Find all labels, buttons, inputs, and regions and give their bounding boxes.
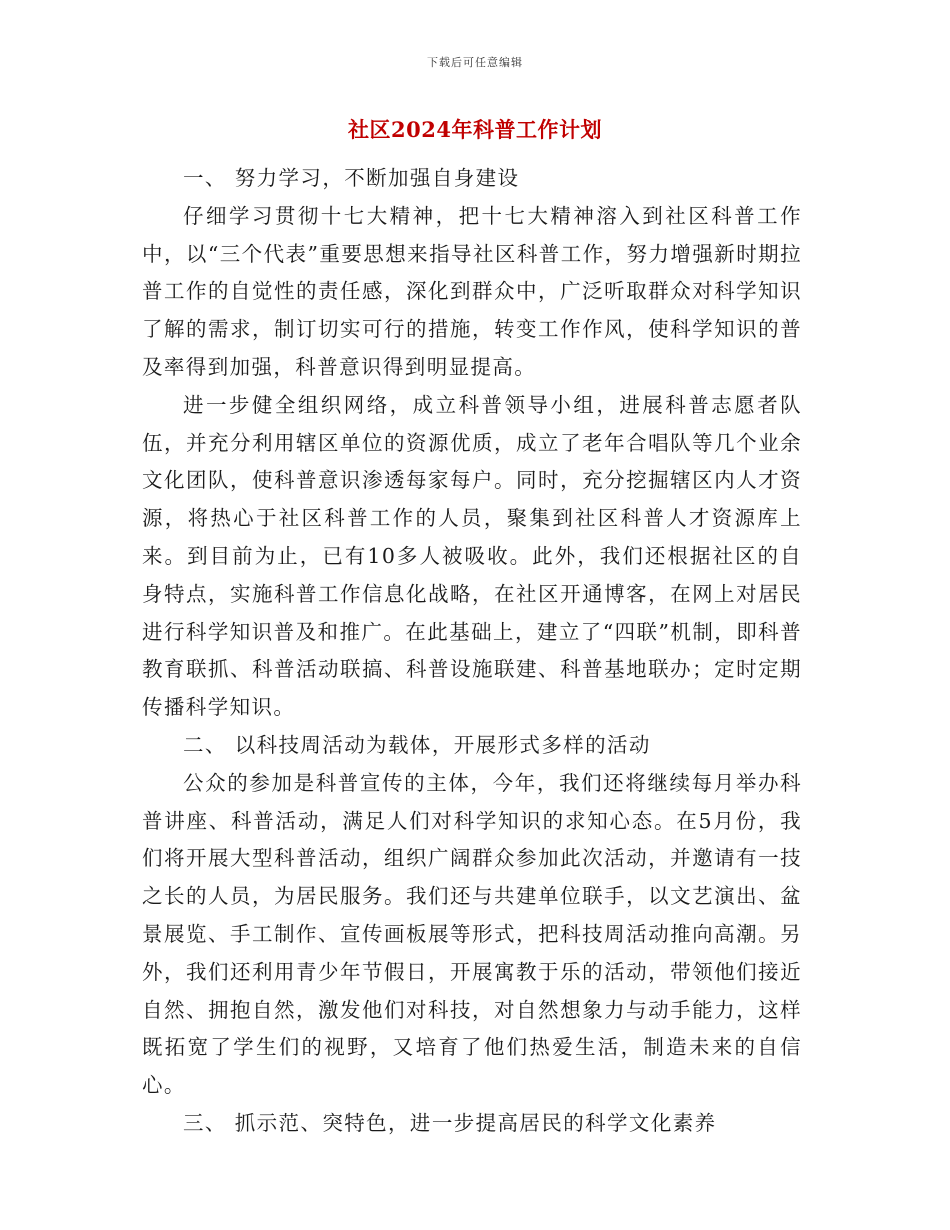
section-heading-1: 一、 努力学习，不断加强自身建设 bbox=[183, 166, 520, 190]
document-body bbox=[142, 160, 802, 1143]
paragraph-3: 公众的参加是科普宣传的主体，今年，我们还将继续每月举办科普讲座、科普活动，满足人们对科学知识的求知心态。在5月份，我们将开展大型科普活动，组织广阔群众参加此次活动，并邀请有一技之长的人员，为居民服务。我们还与共建单位联手，以文艺演出、盆景展览、手工制作、宣传画板展等形式，把科技周活动推向高潮。另外，我们还利用青少年节假日，开展寓教于乐的活动，带领他们接近自然、拥抱自然，激发他们对科技，对自然想象力与动手能力，这样既拓宽了学生们的视野，又培育了他们热爱生活，制造未来的自信心。 bbox=[142, 770, 802, 1098]
paragraph-2: 进一步健全组织网络，成立科普领导小组，进展科普志愿者队伍，并充分利用辖区单位的资源优质，成立了老年合唱队等几个业余文化团队，使科普意识渗透每家每户。同时，充分挖掘辖区内人才资源，将热心于社区科普工作的人员，聚集到社区科普人才资源库上来。到目前为止，已有10多人被吸收。此外，我们还根据社区的自身特点，实施科普工作信息化战略，在社区开通博客，在网上对居民进行科学知识普及和推广。在此基础上，建立了“四联”机制，即科普教育联抓、科普活动联搞、科普设施联建、科普基地联办；定时定期传播科学知识。 bbox=[142, 392, 802, 720]
section-heading-3: 三、 抓示范、突特色，进一步提高居民的科学文化素养 bbox=[183, 1110, 717, 1135]
paragraph-1: 仔细学习贯彻十七大精神，把十七大精神溶入到社区科普工作中，以“三个代表”重要思想来指导社区科普工作，努力增强新时期拉普工作的自觉性的责任感，深化到群众中，广泛听取群众对科学知识了解的需求，制订切实可行的措施，转变工作作风，使科学知识的普及率得到加强，科普意识得到明显提高。 bbox=[142, 203, 802, 379]
document-title: 社区2024年科普工作计划 bbox=[348, 117, 602, 142]
header-note: 下载后可任意编辑 bbox=[427, 56, 523, 69]
section-heading-2: 二、 以科技周活动为载体，开展形式多样的活动 bbox=[183, 732, 651, 757]
